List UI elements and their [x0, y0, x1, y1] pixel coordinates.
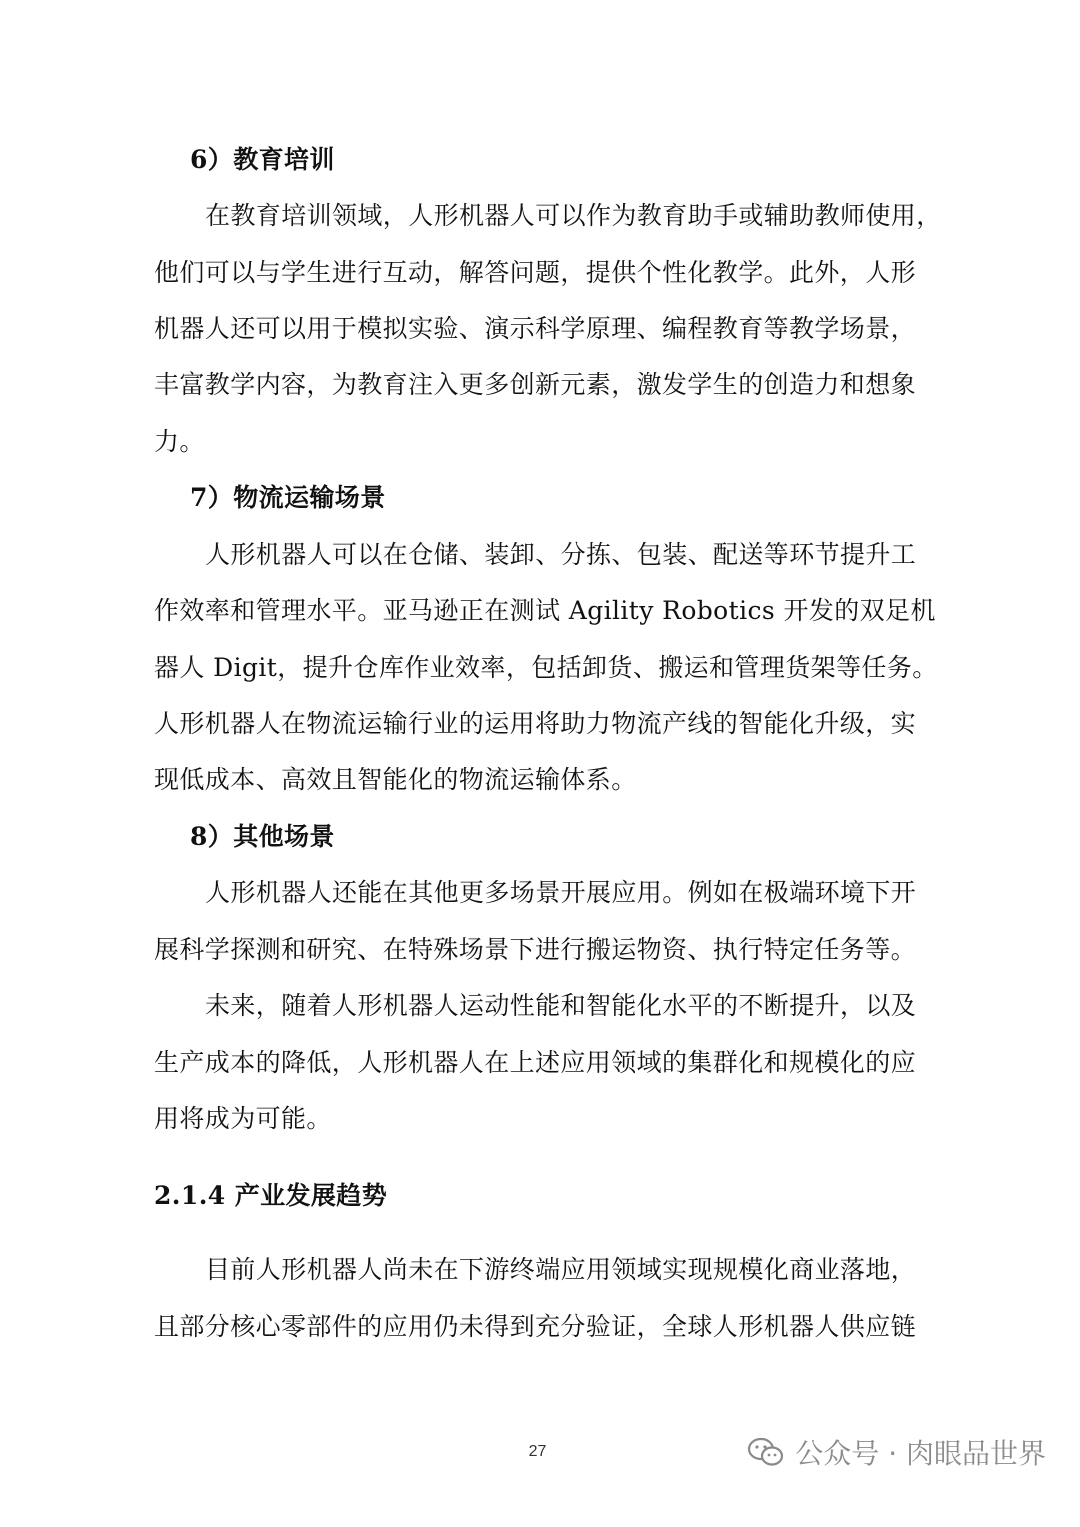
section-heading-education: 6）教育培训 [190, 145, 335, 174]
paragraph-line: 目前人形机器人尚未在下游终端应用领域实现规模化商业落地， [205, 1255, 917, 1284]
paragraph-line: 生产成本的降低，人形机器人在上述应用领域的集群化和规模化的应 [154, 1048, 917, 1077]
paragraph-line: 他们可以与学生进行互动，解答问题，提供个性化教学。此外，人形 [154, 258, 917, 287]
subsection-heading: 2.1.4 产业发展趋势 [154, 1181, 388, 1210]
paragraph-line: 人形机器人可以在仓储、装卸、分拣、包装、配送等环节提升工 [205, 540, 917, 569]
section-heading-logistics: 7）物流运输场景 [190, 483, 386, 512]
paragraph-line: 未来，随着人形机器人运动性能和智能化水平的不断提升，以及 [205, 991, 917, 1020]
paragraph-line: 现低成本、高效且智能化的物流运输体系。 [154, 765, 637, 794]
paragraph-line: 人形机器人在物流运输行业的运用将助力物流产线的智能化升级，实 [154, 709, 917, 738]
paragraph-line: 展科学探测和研究、在特殊场景下进行搬运物资、执行特定任务等。 [154, 935, 917, 964]
paragraph-line: 器人 Digit，提升仓库作业效率，包括卸货、搬运和管理货架等任务。 [154, 653, 938, 682]
section-heading-other: 8）其他场景 [190, 822, 335, 851]
watermark [747, 1432, 1046, 1472]
paragraph-line: 作效率和管理水平。亚马逊正在测试 Agility Robotics 开发的双足机 [154, 596, 936, 625]
paragraph-line: 机器人还可以用于模拟实验、演示科学原理、编程教育等教学场景， [154, 314, 917, 343]
paragraph-line: 在教育培训领域，人形机器人可以作为教育助手或辅助教师使用， [205, 201, 942, 230]
watermark-text: 公众号 · 肉眼品世界 [795, 1437, 1046, 1470]
paragraph-line: 力。 [154, 427, 205, 456]
paragraph-line: 用将成为可能。 [154, 1104, 332, 1133]
paragraph-line: 丰富教学内容，为教育注入更多创新元素，激发学生的创造力和想象 [154, 370, 917, 399]
paragraph-line: 且部分核心零部件的应用仍未得到充分验证，全球人形机器人供应链 [154, 1312, 917, 1341]
paragraph-line: 人形机器人还能在其他更多场景开展应用。例如在极端环境下开 [205, 878, 917, 907]
wechat-icon [747, 1437, 785, 1467]
page-number: 27 [528, 1443, 547, 1460]
